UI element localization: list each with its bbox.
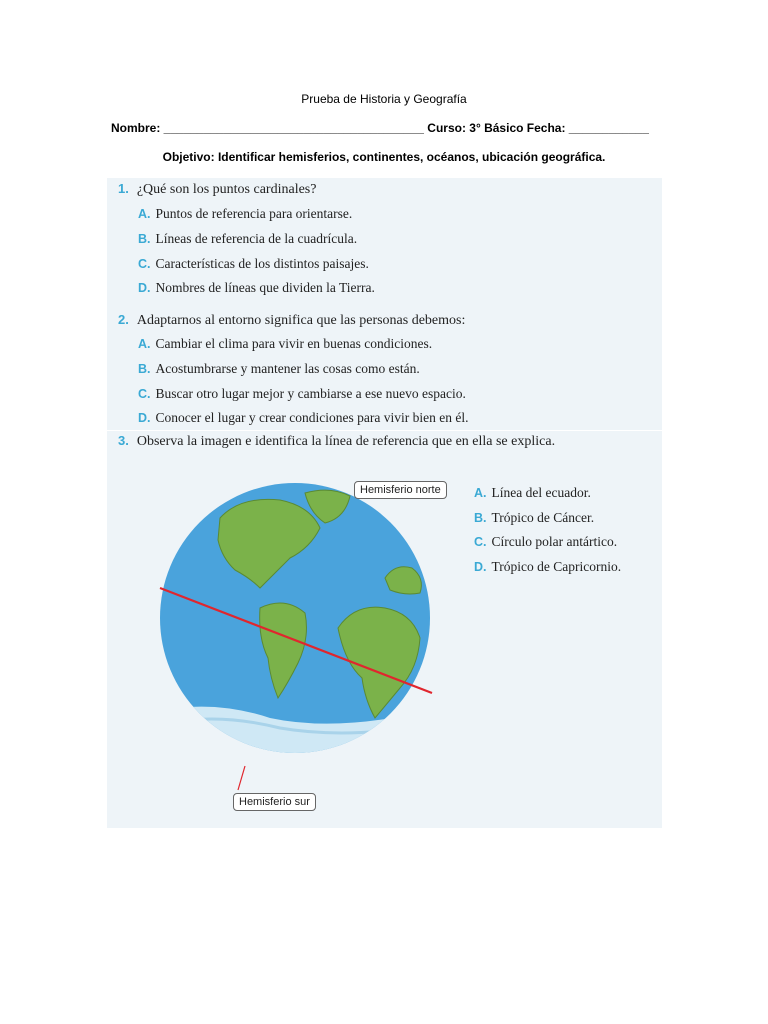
option-letter: D. (474, 560, 487, 574)
south-leader-line (238, 766, 245, 790)
option-2d[interactable] (138, 410, 469, 426)
student-info-line: Nombre: _______________________________________ Curso: 3° Básico Fecha: ____________ (111, 121, 649, 135)
option-text: Puntos de referencia para orientarse. (155, 206, 353, 221)
option-1a[interactable] (138, 206, 352, 222)
option-text: Línea del ecuador. (491, 485, 591, 500)
hemisphere-south-label: Hemisferio sur (233, 793, 316, 811)
option-text: Características de los distintos paisajes. (155, 256, 369, 271)
option-text: Nombres de líneas que dividen la Tierra. (155, 280, 375, 295)
option-text: Buscar otro lugar mejor y cambiarse a ese nuevo espacio. (155, 386, 466, 401)
question-2 (118, 312, 465, 329)
option-letter: D. (138, 411, 151, 425)
option-letter: B. (474, 511, 487, 525)
page-title: Prueba de Historia y Geografía (301, 92, 467, 106)
option-text: Líneas de referencia de la cuadrícula. (155, 231, 358, 246)
option-3a[interactable] (474, 485, 591, 501)
question-1 (118, 181, 316, 198)
option-3d[interactable] (474, 559, 621, 575)
option-text: Acostumbrarse y mantener las cosas como están. (155, 361, 420, 376)
question-number: 2. (118, 312, 129, 327)
question-text: ¿Qué son los puntos cardinales? (136, 182, 317, 197)
option-1b[interactable] (138, 231, 357, 247)
option-letter: A. (138, 207, 151, 221)
question-text: Observa la imagen e identifica la línea de referencia que en ella se explica. (136, 434, 556, 449)
question-text: Adaptarnos al entorno significa que las personas debemos: (136, 313, 466, 328)
option-letter: C. (474, 535, 487, 549)
question-3 (118, 433, 555, 450)
option-letter: A. (138, 337, 151, 351)
hemisphere-north-label: Hemisferio norte (354, 481, 447, 499)
question-number: 1. (118, 181, 129, 196)
section-divider (107, 430, 662, 431)
option-1d[interactable] (138, 280, 375, 296)
option-2b[interactable] (138, 361, 420, 377)
option-3b[interactable] (474, 510, 594, 526)
option-text: Conocer el lugar y crear condiciones para vivir bien en él. (155, 410, 469, 425)
option-letter: B. (138, 232, 151, 246)
option-2a[interactable] (138, 336, 432, 352)
option-text: Círculo polar antártico. (491, 534, 618, 549)
option-letter: D. (138, 281, 151, 295)
globe-illustration (150, 478, 440, 798)
option-1c[interactable] (138, 256, 369, 272)
option-letter: A. (474, 486, 487, 500)
option-2c[interactable] (138, 386, 466, 402)
option-letter: C. (138, 257, 151, 271)
option-text: Trópico de Cáncer. (491, 510, 595, 525)
option-letter: C. (138, 387, 151, 401)
option-text: Trópico de Capricornio. (491, 559, 622, 574)
question-number: 3. (118, 433, 129, 448)
objective: Objetivo: Identificar hemisferios, continentes, océanos, ubicación geográfica. (162, 150, 606, 164)
option-letter: B. (138, 362, 151, 376)
option-text: Cambiar el clima para vivir en buenas condiciones. (155, 336, 433, 351)
option-3c[interactable] (474, 534, 617, 550)
